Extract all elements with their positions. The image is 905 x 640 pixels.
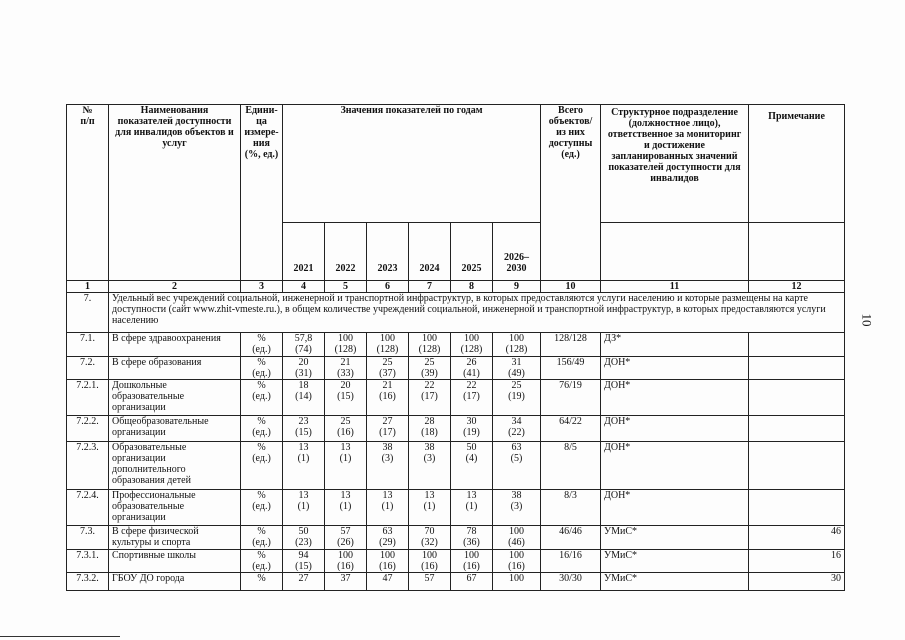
row-total: 16/16 [541, 550, 601, 573]
row-unit: % (ед.) [241, 357, 283, 380]
column-number: 6 [367, 281, 409, 293]
row-year-value: 38 (3) [367, 442, 409, 490]
row-indicator-name: В сфере здравоохранения [109, 333, 241, 357]
row-responsible: ДЗ* [601, 333, 749, 357]
row-year-value: 100 (128) [451, 333, 493, 357]
row-unit: % (ед.) [241, 416, 283, 442]
row-year-value: 70 (32) [409, 526, 451, 550]
row-total: 30/30 [541, 573, 601, 591]
row-responsible: УМиС* [601, 550, 749, 573]
row-year-value: 31 (49) [493, 357, 541, 380]
row-total: 128/128 [541, 333, 601, 357]
row-year-value: 34 (22) [493, 416, 541, 442]
row-note: 46 [749, 526, 845, 550]
column-number: 2 [109, 281, 241, 293]
row-year-value: 13 (1) [325, 490, 367, 526]
row-year-value: 57 (26) [325, 526, 367, 550]
row-unit: % [241, 573, 283, 591]
row-year-value: 94 (15) [283, 550, 325, 573]
row-total: 76/19 [541, 380, 601, 416]
row-note [749, 442, 845, 490]
row-responsible: УМиС* [601, 573, 749, 591]
row-total: 64/22 [541, 416, 601, 442]
row-number: 7.3. [67, 526, 109, 550]
row-unit: % (ед.) [241, 442, 283, 490]
row-note [749, 380, 845, 416]
row-year-value: 57,8 (74) [283, 333, 325, 357]
header-unit: Едини- ца измере- ния (%, ед.) [241, 105, 283, 281]
row-year-value: 57 [409, 573, 451, 591]
row-year-value: 100 (16) [451, 550, 493, 573]
row-note [749, 357, 845, 380]
table-row [67, 550, 845, 573]
row-number: 7.1. [67, 333, 109, 357]
row-year-value: 30 (19) [451, 416, 493, 442]
row-total: 46/46 [541, 526, 601, 550]
row-number: 7.2.4. [67, 490, 109, 526]
row-total: 156/49 [541, 357, 601, 380]
row-year-value: 13 (1) [409, 490, 451, 526]
footnote-separator [0, 636, 120, 637]
column-number: 12 [749, 281, 845, 293]
row-indicator-name: Дошкольные образовательные организации [109, 380, 241, 416]
row-year-value: 20 (31) [283, 357, 325, 380]
header-name: Наименования показателей доступности для инвалидов объектов и услуг [109, 105, 241, 281]
row-indicator-name: Профессиональные образовательные организации [109, 490, 241, 526]
row-unit: % (ед.) [241, 526, 283, 550]
row-unit: % (ед.) [241, 490, 283, 526]
column-number: 10 [541, 281, 601, 293]
row-year-value: 25 (37) [367, 357, 409, 380]
column-number: 11 [601, 281, 749, 293]
column-number: 9 [493, 281, 541, 293]
row-year-value: 100 (16) [325, 550, 367, 573]
row-year-value: 38 (3) [409, 442, 451, 490]
page-number: 10 [859, 313, 875, 327]
accessibility-indicators-table [66, 104, 845, 591]
header-year: 2025 [451, 223, 493, 281]
row-indicator-name: В сфере физической культуры и спорта [109, 526, 241, 550]
row-unit: % (ед.) [241, 550, 283, 573]
row-year-value: 50 (23) [283, 526, 325, 550]
header-year: 2023 [367, 223, 409, 281]
row-year-value: 23 (15) [283, 416, 325, 442]
row-year-value: 28 (18) [409, 416, 451, 442]
row-year-value: 26 (41) [451, 357, 493, 380]
row-year-value: 22 (17) [451, 380, 493, 416]
row-number: 7.3.1. [67, 550, 109, 573]
header-total: Всего объектов/ из них доступны (ед.) [541, 105, 601, 281]
header-year: 2021 [283, 223, 325, 281]
header-responsible: Структурное подразделение (должностное лицо), ответственное за мониторинг и достижение запланированных значений показателей доступности для инвалидов [601, 105, 749, 223]
column-number: 7 [409, 281, 451, 293]
row-year-value: 13 (1) [283, 442, 325, 490]
row-indicator-name: Общеобразовательные организации [109, 416, 241, 442]
row-number: 7.3.2. [67, 573, 109, 591]
row-year-value: 13 (1) [325, 442, 367, 490]
row-responsible: ДОН* [601, 416, 749, 442]
row-responsible: УМиС* [601, 526, 749, 550]
row-year-value: 67 [451, 573, 493, 591]
row-responsible: ДОН* [601, 490, 749, 526]
row-indicator-name: В сфере образования [109, 357, 241, 380]
header-note-blank [749, 223, 845, 281]
row-responsible: ДОН* [601, 380, 749, 416]
row-responsible: ДОН* [601, 442, 749, 490]
row-year-value: 25 (16) [325, 416, 367, 442]
header-year: 2022 [325, 223, 367, 281]
row-total: 8/3 [541, 490, 601, 526]
table-row [67, 416, 845, 442]
row-year-value: 100 (128) [367, 333, 409, 357]
row-year-value: 18 (14) [283, 380, 325, 416]
row-year-value: 100 (128) [409, 333, 451, 357]
row-year-value: 13 (1) [367, 490, 409, 526]
row-year-value: 20 (15) [325, 380, 367, 416]
row-note [749, 333, 845, 357]
row-year-value: 63 (29) [367, 526, 409, 550]
row-number: 7.2.3. [67, 442, 109, 490]
column-number: 4 [283, 281, 325, 293]
table-row [67, 526, 845, 550]
row-year-value: 100 [493, 573, 541, 591]
row-year-value: 25 (39) [409, 357, 451, 380]
row-year-value: 100 (46) [493, 526, 541, 550]
row-number: 7.2. [67, 357, 109, 380]
row-unit: % (ед.) [241, 333, 283, 357]
row-year-value: 50 (4) [451, 442, 493, 490]
header-year: 2024 [409, 223, 451, 281]
row-indicator-name: Образовательные организации дополнительного образования детей [109, 442, 241, 490]
table-row [67, 573, 845, 591]
table-row [67, 357, 845, 380]
table-row [67, 380, 845, 416]
row-total: 8/5 [541, 442, 601, 490]
row-year-value: 100 (16) [367, 550, 409, 573]
section-title: Удельный вес учреждений социальной, инженерной и транспортной инфраструктур, в которых предоставляются услуги населению и которые размещены на карте доступности (сайт www.zhit-vmeste.ru.), в общем количестве учреждений социальной, инженерной и транспортной инфраструктур, в которых предоставляются услуги населению [109, 293, 845, 333]
row-year-value: 100 (128) [493, 333, 541, 357]
row-year-value: 100 (16) [409, 550, 451, 573]
column-number: 5 [325, 281, 367, 293]
row-indicator-name: ГБОУ ДО города [109, 573, 241, 591]
row-year-value: 37 [325, 573, 367, 591]
row-year-value: 100 (16) [493, 550, 541, 573]
row-year-value: 13 (1) [451, 490, 493, 526]
row-year-value: 22 (17) [409, 380, 451, 416]
row-number: 7.2.1. [67, 380, 109, 416]
table-row [67, 442, 845, 490]
row-note: 30 [749, 573, 845, 591]
column-number: 1 [67, 281, 109, 293]
header-values-by-year: Значения показателей по годам [283, 105, 541, 223]
header-responsible-blank [601, 223, 749, 281]
row-year-value: 25 (19) [493, 380, 541, 416]
column-number: 8 [451, 281, 493, 293]
row-note: 16 [749, 550, 845, 573]
row-year-value: 100 (128) [325, 333, 367, 357]
row-year-value: 21 (16) [367, 380, 409, 416]
header-year: 2026– 2030 [493, 223, 541, 281]
row-year-value: 38 (3) [493, 490, 541, 526]
row-year-value: 27 (17) [367, 416, 409, 442]
table-row [67, 490, 845, 526]
row-note [749, 490, 845, 526]
section-number: 7. [67, 293, 109, 333]
row-year-value: 63 (5) [493, 442, 541, 490]
row-indicator-name: Спортивные школы [109, 550, 241, 573]
table-row [67, 333, 845, 357]
row-year-value: 47 [367, 573, 409, 591]
column-number: 3 [241, 281, 283, 293]
row-year-value: 21 (33) [325, 357, 367, 380]
row-responsible: ДОН* [601, 357, 749, 380]
header-no: № п/п [67, 105, 109, 281]
row-year-value: 78 (36) [451, 526, 493, 550]
row-year-value: 27 [283, 573, 325, 591]
row-year-value: 13 (1) [283, 490, 325, 526]
row-unit: % (ед.) [241, 380, 283, 416]
row-number: 7.2.2. [67, 416, 109, 442]
header-note: Примечание [749, 105, 845, 223]
row-note [749, 416, 845, 442]
